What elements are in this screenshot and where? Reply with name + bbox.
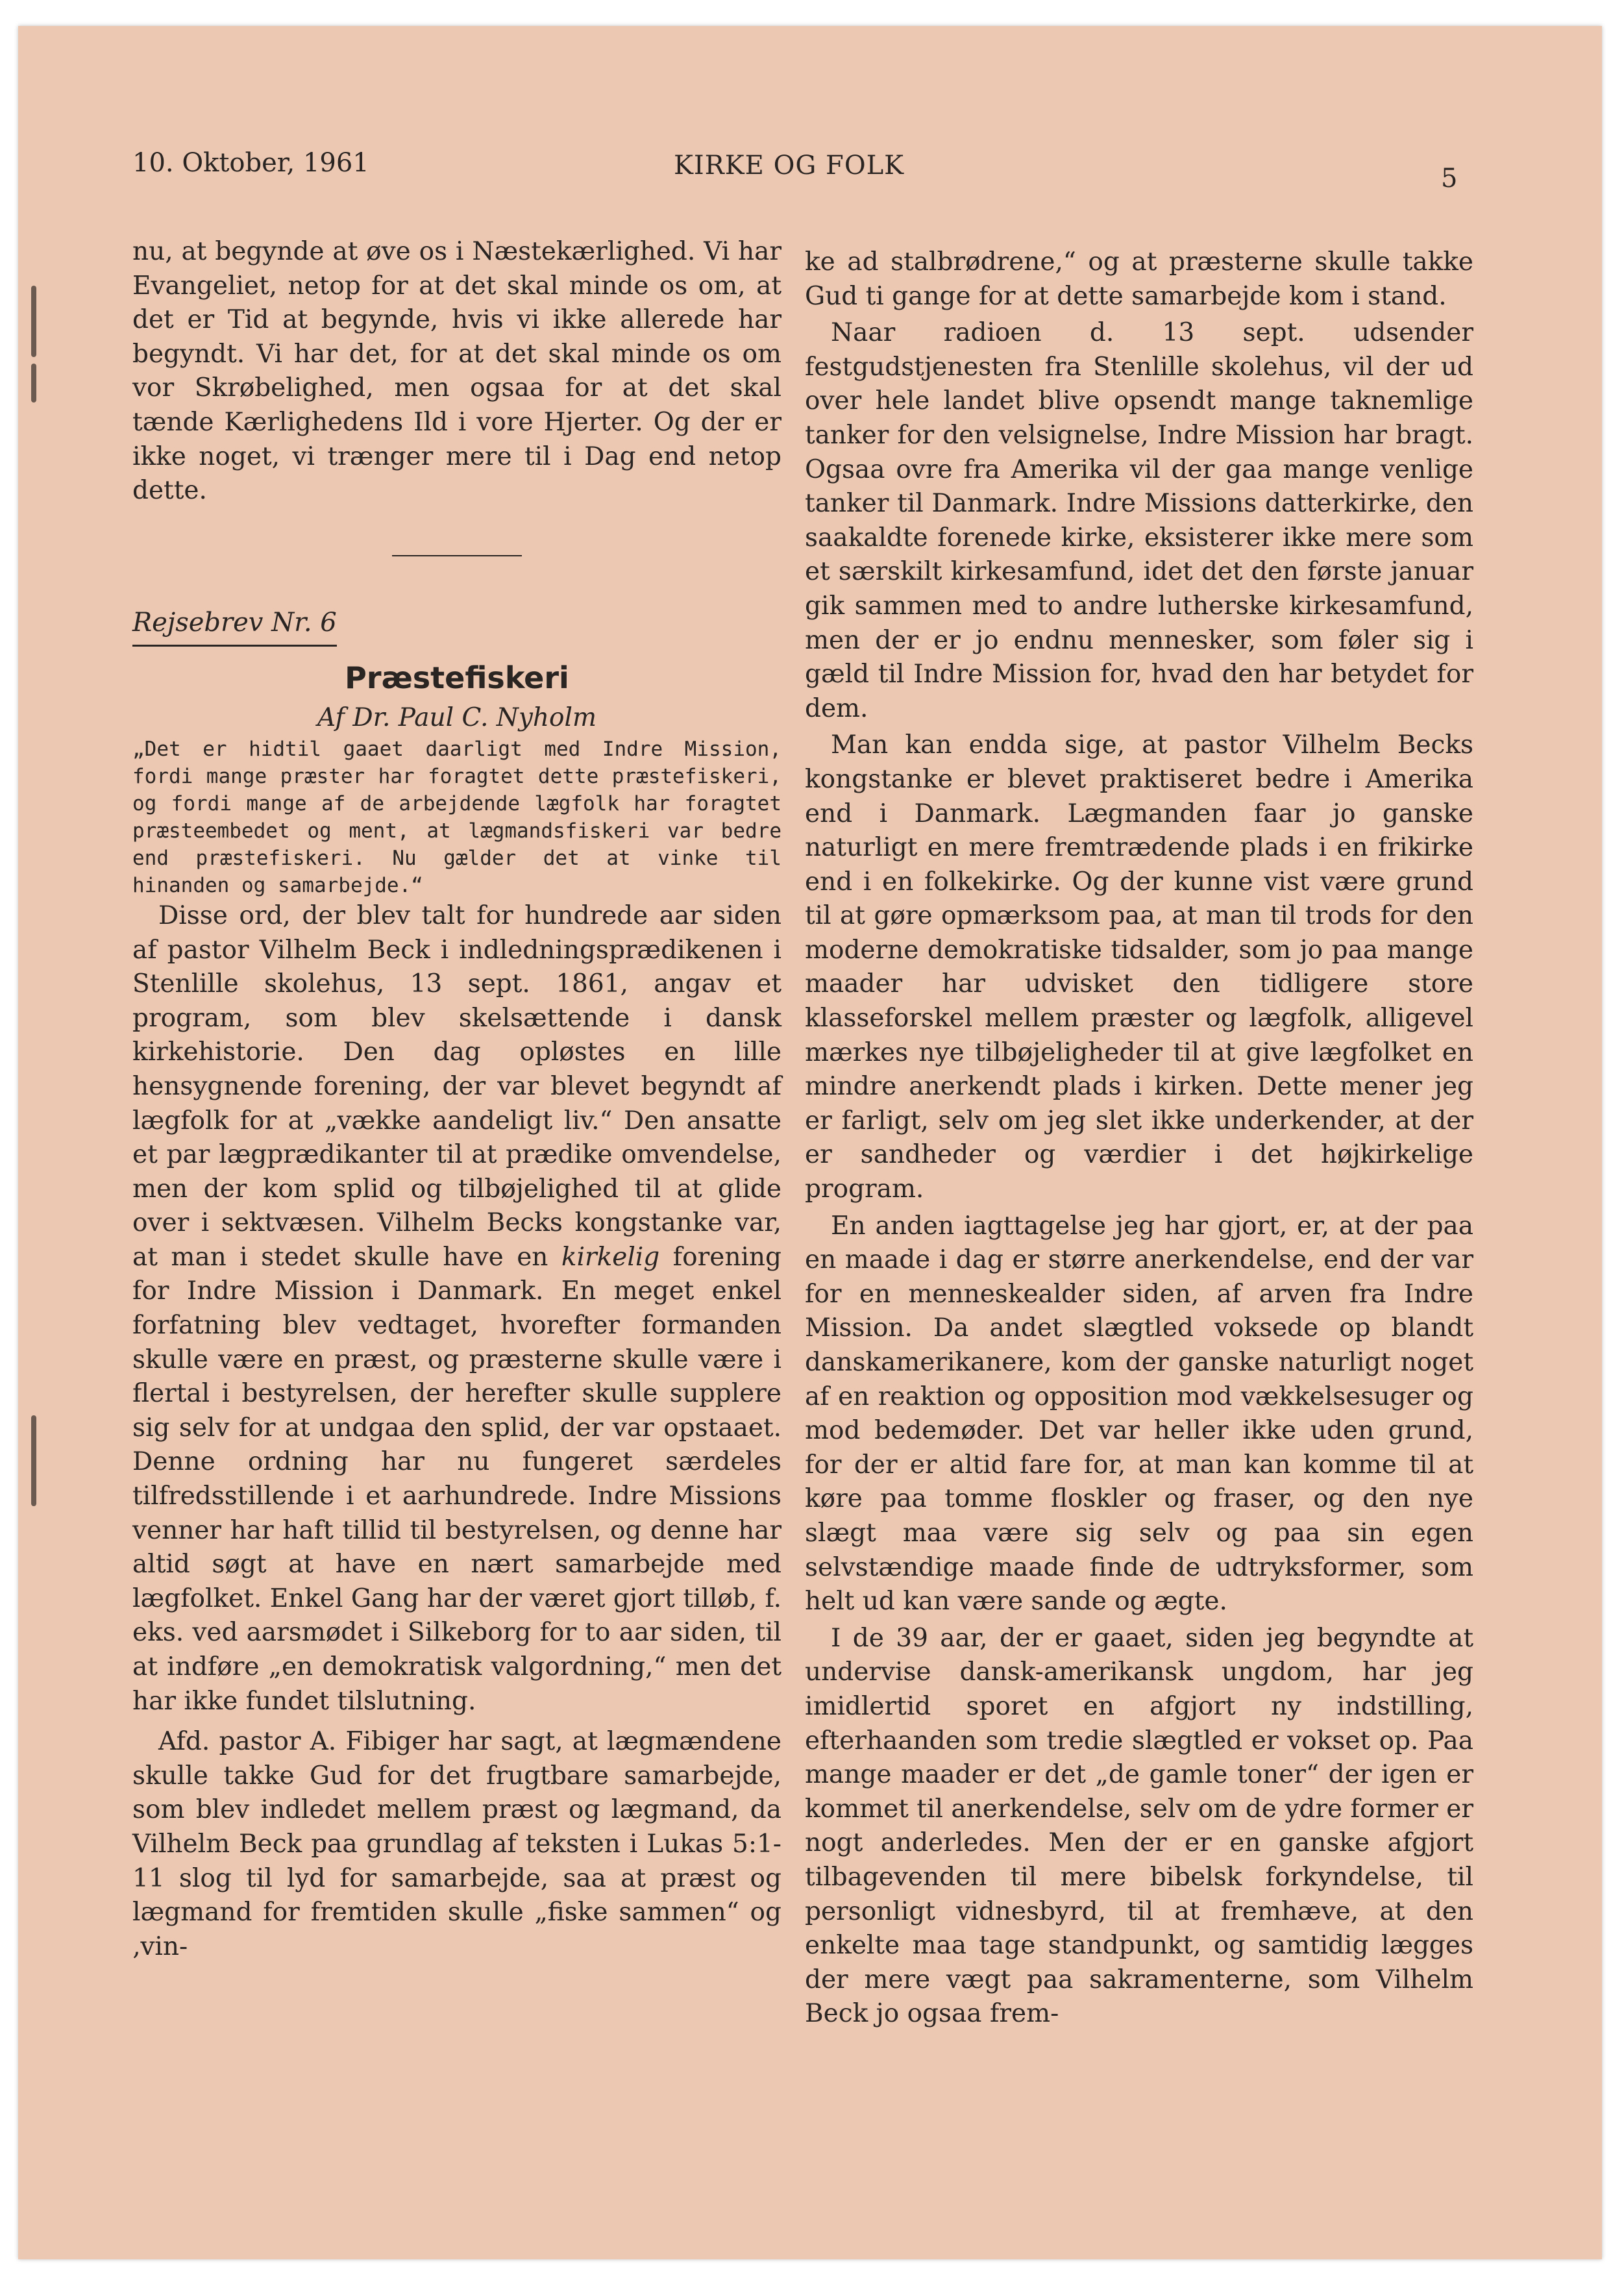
body-paragraph: Man kan endda sige, at pastor Vilhelm Becks kongstanke er blevet praktiseret bedre i Amerika end i Danmark. Lægmanden faar jo ganske naturligt en mere fremtrædende plads i en frikirke end i en folkekirke. Og der kunne vist være grund til at gøre opmærksom paa, at man til trods for den moderne demokratiske tidsalder, som jo paa mange maader har udvisket den tidligere store klasseforskel mellem præster og lægfolk, alligevel mærkes nye tilbøjeligheder til at give lægfolket en mindre anerkendt plads i kirken. Dette mener jeg er farligt, selv om jeg slet ikke underkender, at der er sandheder og værdier i det højkirkelige program. (805, 730, 1473, 1204)
magazine-page (18, 26, 1602, 2259)
staple-mark (31, 364, 36, 403)
body-paragraph: Naar radioen d. 13 sept. udsender festgudstjenesten fra Stenlille skolehus, vil der ud over hele landet blive opsendt mange taknemlige tanker for den velsignelse, Indre Mission har bragt. Ogsaa ovre fra Amerika vil der gaa mange venlige tanker til Danmark. Indre Missions datterkirke, den saakaldte forenede kirke, eksisterer ikke mere som et særskilt kirkesamfund, idet det den første januar gik sammen med to andre lutherske kirkesamfund, men der er jo endnu mennesker, som føler sig i gæld til Indre Mission for, hvad den har betydet for dem. (805, 318, 1473, 723)
article-kicker: Rejsebrev Nr. 6 (132, 606, 337, 647)
paragraph-text: forening for Indre Mission i Danmark. En meget enkel forfatning blev vedtaget, hvorefter formanden skulle være en præst, og præsterne skulle være i flertal i bestyrelsen, der herefter skulle supplere sig selv for at undgaa den splid, der var opstaaet. Denne ordning har nu fungeret særdeles tilfredsstillende i et aarhundrede. Indre Missions venner har haft tillid til bestyrelsen, og denne har altid søgt at have en nært samarbejde med lægfolket. Enkel Gang har der været gjort tilløb, f. eks. ved aarsmødet i Silkeborg for to aar siden, til at indføre „en demokratisk valgordning,“ men det har ikke fundet tilslutning. (132, 1242, 781, 1716)
section-divider (392, 555, 522, 556)
paragraph-text: Disse ord, der blev talt for hundrede aar siden af pastor Vilhelm Beck i indledningsprædikenen i Stenlille skolehus, 13 sept. 1861, angav et program, som blev skelsættende i dansk kirkehistorie. Den dag opløstes en lille hensygnende forening, der var blevet begyndt af lægfolk for at „vække aandeligt liv.“ Den ansatte et par lægprædikanter til at prædike omvendelse, men der kom splid og tilbøjelighed til at glide over i sektvæsen. Vilhelm Becks kongstanke var, at man i stedet skulle have en (132, 900, 781, 1272)
article-byline: Af Dr. Paul C. Nyholm (317, 703, 597, 733)
article-headline: Præstefiskeri (345, 660, 569, 696)
page-header (18, 148, 1602, 206)
body-paragraph: I de 39 aar, der er gaaet, siden jeg begyndte at undervise dansk-amerikansk ungdom, har jeg imidlertid sporet en afgjort ny indstilling, efterhaanden som tredie slægtled er vokset op. Paa mange maader er det „de gamle toner“ der igen er kommet til anerkendelse, selv om de ydre former er nogt anderledes. Men der er en ganske afgjort tilbagevenden til mere bibelsk forkyndelse, til personligt vidnesbyrd, til at fremhæve, at den enkelte maa tage standpunkt, og samtidig lægges der mere vægt paa sakramenterne, som Vilhelm Beck jo ogsaa frem- (805, 1623, 1473, 2029)
staple-mark (31, 286, 36, 357)
right-column (805, 245, 1473, 2031)
publication-title: KIRKE OG FOLK (674, 151, 905, 180)
body-paragraph: En anden iagttagelse jeg har gjort, er, at der paa en maade i dag er større anerkendelse, end der var for en menneskealder siden, af arven fra Indre Mission. Da andet slægtled voksede op blandt danskamerikanere, kom der ganske naturligt noget af en reaktion og opposition mod vækkelsesuger og mod bedemøder. Det var heller ikke uden grund, for der er altid fare for, at man kan komme til at køre paa tomme floskler og fraser, og den nye slægt maa være sig selv og paa sin egen selvstændige maade finde de udtryksformer, som helt ud kan være sande og ægte. (805, 1211, 1473, 1617)
left-column (132, 235, 781, 1964)
opening-quote: „Det er hidtil gaaet daarligt med Indre Mission, fordi mange præster har foragtet dette præstefiskeri, og fordi mange af de arbejdende lægfolk har foragtet præsteembedet og ment, at lægmandsfiskeri var bedre end præstefiskeri. Nu gælder det at vinke til hinanden og samarbejde.“ (132, 737, 781, 897)
body-paragraph: Afd. pastor A. Fibiger har sagt, at lægmændene skulle takke Gud for det frugtbare samarbejde, som blev indledet mellem præst og lægmand, da Vilhelm Beck paa grundlag af teksten i Lukas 5:1-11 slog til lyd for samarbejde, saa at præst og lægmand for fremtiden skulle „fiske sammen“ og ‚vin- (132, 1727, 781, 1961)
issue-date: 10. Oktober, 1961 (132, 148, 369, 178)
page-number: 5 (1441, 164, 1458, 193)
emphasis-text: kirkelig (561, 1242, 660, 1272)
staple-mark (31, 1415, 36, 1506)
body-paragraph: ke ad stalbrødrene,“ og at præsterne skulle takke Gud ti gange for at dette samarbejde kom i stand. (805, 247, 1473, 311)
body-paragraph (132, 899, 781, 1718)
intro-paragraph: nu, at begynde at øve os i Næstekærlighed. Vi har Evangeliet, netop for at det skal minde os om, at det er Tid at begynde, hvis vi ikke allerede har begyndt. Vi har det, for at det skal minde os om vor Skrøbelighed, men ogsaa for at det skal tænde Kærlighedens Ild i vore Hjerter. Og der er ikke noget, vi trænger mere til i Dag end netop dette. (132, 237, 781, 506)
